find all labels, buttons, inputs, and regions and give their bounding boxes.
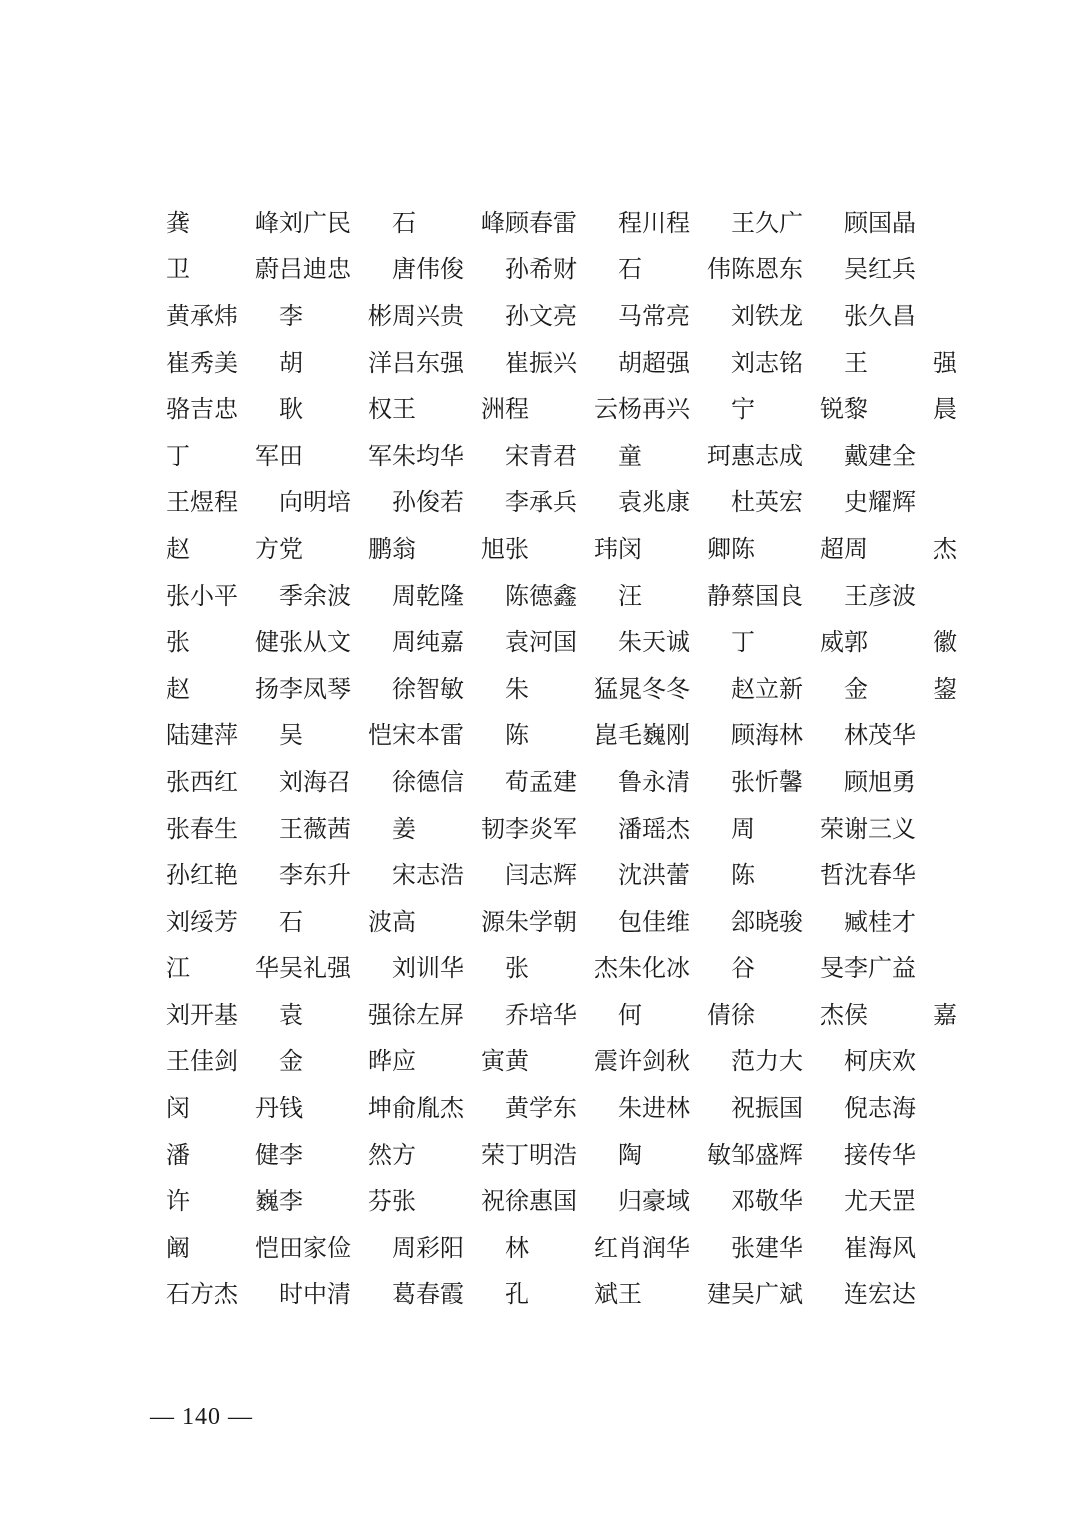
name-cell: 徐惠国	[505, 1187, 577, 1216]
name-cell: 宁 锐	[731, 395, 844, 424]
name-cell: 李东升	[279, 861, 351, 890]
name-cell: 丁 威	[731, 628, 844, 657]
name-cell: 程 云	[505, 395, 618, 424]
name-cell: 肖润华	[618, 1233, 690, 1262]
name-cell: 张 杰	[505, 954, 618, 983]
name-cell: 张 祝	[392, 1187, 505, 1216]
table-row	[166, 710, 926, 757]
name-cell: 袁河国	[505, 628, 577, 657]
name-cell: 许剑秋	[618, 1047, 690, 1076]
name-cell: 周乾隆	[392, 581, 464, 610]
table-row	[166, 1222, 926, 1269]
table-row	[166, 896, 926, 943]
name-cell: 朱学朝	[505, 907, 577, 936]
name-cell: 倪志海	[844, 1094, 916, 1123]
table-row	[166, 849, 926, 896]
name-cell: 丁 军	[166, 441, 279, 470]
name-cell: 祝振国	[731, 1094, 803, 1123]
name-cell: 石 峰	[392, 208, 505, 237]
name-cell: 周 杰	[844, 534, 957, 563]
name-cell: 黎 晨	[844, 395, 957, 424]
name-cell: 王煜程	[166, 488, 238, 517]
name-cell: 姜 韧	[392, 814, 505, 843]
name-cell: 徐 杰	[731, 1000, 844, 1029]
name-cell: 谷 旻	[731, 954, 844, 983]
table-row	[166, 616, 957, 663]
name-cell: 张从文	[279, 628, 351, 657]
name-cell: 陶 敏	[618, 1140, 731, 1169]
name-cell: 吴广斌	[731, 1280, 803, 1309]
name-cell: 应 寅	[392, 1047, 505, 1076]
table-row	[166, 383, 957, 430]
name-cell: 邹盛辉	[731, 1140, 803, 1169]
name-cell: 赵 扬	[166, 674, 279, 703]
name-cell: 葛春霞	[392, 1280, 464, 1309]
name-cell: 顾国晶	[844, 208, 916, 237]
name-cell: 朱均华	[392, 441, 464, 470]
name-cell: 孙红艳	[166, 861, 238, 890]
name-cell: 杜英宏	[731, 488, 803, 517]
name-cell: 高 源	[392, 907, 505, 936]
name-cell: 刘绥芳	[166, 907, 238, 936]
name-cell: 徐智敏	[392, 674, 464, 703]
name-cell: 包佳维	[618, 907, 690, 936]
name-cell: 顾旭勇	[844, 767, 916, 796]
name-cell: 张 健	[166, 628, 279, 657]
name-cell: 龚 峰	[166, 208, 279, 237]
name-cell: 党 鹏	[279, 534, 392, 563]
name-cell: 闵 丹	[166, 1094, 279, 1123]
name-cell: 侯 嘉	[844, 1000, 957, 1029]
name-cell: 孙希财	[505, 255, 577, 284]
name-cell: 宋本雷	[392, 721, 464, 750]
name-cell: 李凤琴	[279, 674, 351, 703]
name-cell: 赵立新	[731, 674, 803, 703]
name-cell: 顾春雷	[505, 208, 577, 237]
name-cell: 朱进林	[618, 1094, 690, 1123]
name-cell: 崔海风	[844, 1233, 916, 1262]
table-row	[166, 477, 926, 524]
name-cell: 沈洪蕾	[618, 861, 690, 890]
name-cell: 范力大	[731, 1047, 803, 1076]
name-cell: 鲁永清	[618, 767, 690, 796]
name-cell: 翁 旭	[392, 534, 505, 563]
name-cell: 石 伟	[618, 255, 731, 284]
table-row	[166, 1129, 926, 1176]
name-cell: 胡超强	[618, 348, 690, 377]
name-cell: 张小平	[166, 581, 238, 610]
table-row	[166, 430, 926, 477]
name-cell: 朱 猛	[505, 674, 618, 703]
name-cell: 孙文亮	[505, 301, 577, 330]
name-cell: 陈德鑫	[505, 581, 577, 610]
name-cell: 王彦波	[844, 581, 916, 610]
name-cell: 袁兆康	[618, 488, 690, 517]
name-cell: 朱天诚	[618, 628, 690, 657]
name-cell: 王 建	[618, 1280, 731, 1309]
name-cell: 朱化冰	[618, 954, 690, 983]
name-cell: 黄学东	[505, 1094, 577, 1123]
name-cell: 陆建萍	[166, 721, 238, 750]
name-cell: 宋青君	[505, 441, 577, 470]
name-cell: 陈 崑	[505, 721, 618, 750]
names-table	[166, 197, 957, 1315]
name-cell: 王久广	[731, 208, 803, 237]
name-cell: 荀孟建	[505, 767, 577, 796]
name-cell: 连宏达	[844, 1280, 916, 1309]
name-cell: 刘海召	[279, 767, 351, 796]
name-cell: 闫志辉	[505, 861, 577, 890]
name-cell: 蔡国良	[731, 581, 803, 610]
name-cell: 李 芬	[279, 1187, 392, 1216]
name-cell: 陈 哲	[731, 861, 844, 890]
name-cell: 刘训华	[392, 954, 464, 983]
name-cell: 郐晓骏	[731, 907, 803, 936]
name-cell: 接传华	[844, 1140, 916, 1169]
name-cell: 张久昌	[844, 301, 916, 330]
name-cell: 尤天罡	[844, 1187, 916, 1216]
name-cell: 周 荣	[731, 814, 844, 843]
name-cell: 王 洲	[392, 395, 505, 424]
name-cell: 田 军	[279, 441, 392, 470]
name-cell: 卫 蔚	[166, 255, 279, 284]
name-cell: 崔振兴	[505, 348, 577, 377]
table-row	[166, 989, 957, 1036]
name-cell: 潘瑶杰	[618, 814, 690, 843]
name-cell: 向明培	[279, 488, 351, 517]
name-cell: 戴建全	[844, 441, 916, 470]
table-row	[166, 244, 926, 291]
name-cell: 王薇茜	[279, 814, 351, 843]
name-cell: 何 倩	[618, 1000, 731, 1029]
name-cell: 郭 徽	[844, 628, 957, 657]
name-cell: 张春生	[166, 814, 238, 843]
name-cell: 王佳剑	[166, 1047, 238, 1076]
name-cell: 闵 卿	[618, 534, 731, 563]
name-cell: 童 珂	[618, 441, 731, 470]
table-row	[166, 1082, 926, 1129]
name-cell: 骆吉忠	[166, 395, 238, 424]
name-cell: 宋志浩	[392, 861, 464, 890]
name-cell: 李 彬	[279, 301, 392, 330]
table-row	[166, 943, 926, 990]
table-row	[166, 1175, 926, 1222]
table-row	[166, 337, 957, 384]
table-row	[166, 197, 926, 244]
name-cell: 黄 震	[505, 1047, 618, 1076]
table-row	[166, 1036, 926, 1083]
table-row	[166, 663, 957, 710]
name-cell: 周纯嘉	[392, 628, 464, 657]
name-cell: 张西红	[166, 767, 238, 796]
name-cell: 周彩阳	[392, 1233, 464, 1262]
name-cell: 张建华	[731, 1233, 803, 1262]
name-cell: 金 鋆	[844, 674, 957, 703]
table-row	[166, 803, 926, 850]
name-cell: 季余波	[279, 581, 351, 610]
name-cell: 孔 斌	[505, 1280, 618, 1309]
name-cell: 潘 健	[166, 1140, 279, 1169]
name-cell: 石 波	[279, 907, 392, 936]
name-cell: 沈春华	[844, 861, 916, 890]
name-cell: 张忻馨	[731, 767, 803, 796]
name-cell: 吕迪忠	[279, 255, 351, 284]
name-cell: 马常亮	[618, 301, 690, 330]
name-cell: 杨再兴	[618, 395, 690, 424]
name-cell: 赵 方	[166, 534, 279, 563]
name-cell: 阚 恺	[166, 1233, 279, 1262]
table-row	[166, 1269, 926, 1316]
name-cell: 刘开基	[166, 1000, 238, 1029]
name-cell: 时中清	[279, 1280, 351, 1309]
name-cell: 唐伟俊	[392, 255, 464, 284]
name-cell: 史耀辉	[844, 488, 916, 517]
name-cell: 邓敬华	[731, 1187, 803, 1216]
name-cell: 石方杰	[166, 1280, 238, 1309]
name-cell: 林 红	[505, 1233, 618, 1262]
name-cell: 孙俊若	[392, 488, 464, 517]
name-cell: 臧桂才	[844, 907, 916, 936]
table-row	[166, 756, 926, 803]
name-cell: 归豪域	[618, 1187, 690, 1216]
name-cell: 黄承炜	[166, 301, 238, 330]
table-row	[166, 523, 957, 570]
name-cell: 张 玮	[505, 534, 618, 563]
name-cell: 耿 权	[279, 395, 392, 424]
name-cell: 田家俭	[279, 1233, 351, 1262]
name-cell: 江 华	[166, 954, 279, 983]
name-cell: 俞胤杰	[392, 1094, 464, 1123]
name-cell: 李炎军	[505, 814, 577, 843]
name-cell: 刘广民	[279, 208, 351, 237]
name-cell: 晁冬冬	[618, 674, 690, 703]
name-cell: 吴红兵	[844, 255, 916, 284]
table-row	[166, 290, 926, 337]
name-cell: 吴 恺	[279, 721, 392, 750]
name-cell: 顾海林	[731, 721, 803, 750]
name-cell: 刘铁龙	[731, 301, 803, 330]
name-cell: 李 然	[279, 1140, 392, 1169]
name-cell: 柯庆欢	[844, 1047, 916, 1076]
name-cell: 许 巍	[166, 1187, 279, 1216]
name-cell: 徐德信	[392, 767, 464, 796]
name-cell: 方 荣	[392, 1140, 505, 1169]
name-cell: 陈 超	[731, 534, 844, 563]
name-cell: 李承兵	[505, 488, 577, 517]
name-cell: 丁明浩	[505, 1140, 577, 1169]
name-cell: 胡 洋	[279, 348, 392, 377]
page-number: — 140 —	[150, 1404, 253, 1430]
table-row	[166, 570, 926, 617]
name-cell: 钱 坤	[279, 1094, 392, 1123]
name-cell: 刘志铭	[731, 348, 803, 377]
name-cell: 汪 静	[618, 581, 731, 610]
name-cell: 徐左屏	[392, 1000, 464, 1029]
name-cell: 金 晔	[279, 1047, 392, 1076]
name-cell: 周兴贵	[392, 301, 464, 330]
name-cell: 吕东强	[392, 348, 464, 377]
name-cell: 崔秀美	[166, 348, 238, 377]
name-cell: 陈恩东	[731, 255, 803, 284]
name-cell: 谢三义	[844, 814, 916, 843]
name-cell: 袁 强	[279, 1000, 392, 1029]
name-cell: 林茂华	[844, 721, 916, 750]
name-cell: 程川程	[618, 208, 690, 237]
name-cell: 毛巍刚	[618, 721, 690, 750]
name-cell: 惠志成	[731, 441, 803, 470]
name-cell: 吴礼强	[279, 954, 351, 983]
name-cell: 李广益	[844, 954, 916, 983]
name-cell: 王 强	[844, 348, 957, 377]
name-cell: 乔培华	[505, 1000, 577, 1029]
